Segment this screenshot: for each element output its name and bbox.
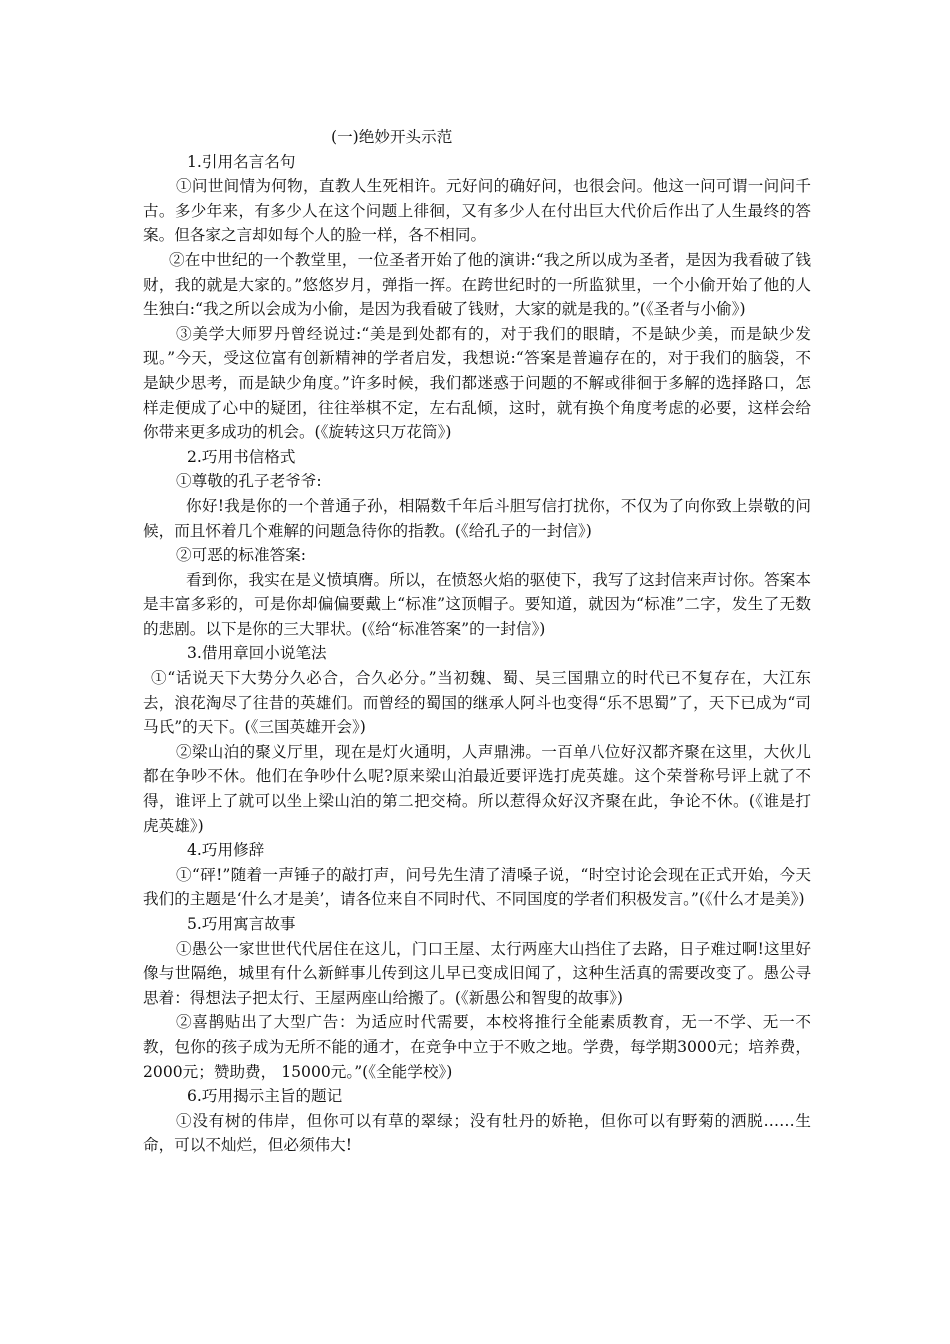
paragraph: ②梁山泊的聚义厅里，现在是灯火通明，人声鼎沸。一百单八位好汉都齐聚在这里，大伙儿都在争吵不休。他们在争吵什么呢?原来梁山泊最近要评选打虎英雄。这个荣誉称号评上就了不得，谁评上了就可以坐上梁山泊的第二把交椅。所以惹得众好汉齐聚在此，争论不休。(《谁是打虎英雄》) — [143, 742, 811, 835]
paragraph: ②喜鹊贴出了大型广告：为适应时代需要，本校将推行全能素质教育，无一不学、无一不教，包你的孩子成为无所不能的通才，在竞争中立于不败之地。学费，每学期3000元；培养费， 2000元；赞助费， 15000元。”(《全能学校》) — [143, 1013, 811, 1081]
document-page — [143, 125, 811, 1158]
section-heading-epigraph: 6.巧用揭示主旨的题记 — [187, 1087, 343, 1106]
paragraph: 你好!我是你的一个普通子孙，相隔数千年后斗胆写信打扰你，不仅为了向你致上崇敬的问候，而且怀着几个难解的问题急待你的指教。(《给孔子的一封信》) — [143, 496, 811, 540]
document-title: (一)绝妙开头示范 — [331, 128, 453, 146]
paragraph: ②在中世纪的一个教堂里，一位圣者开始了他的演讲:“我之所以成为圣者，是因为我看破了钱财，我的就是大家的。”悠悠岁月，弹指一挥。在跨世纪时的一所监狱里，一个小偷开始了他的人生独白:“我之所以会成为小偷，是因为我看破了钱财，大家的就是我的。”(《圣者与小偷》) — [143, 250, 811, 319]
section-heading-quotes: 1.引用名言名句 — [187, 152, 296, 171]
section-heading-novel: 3.借用章回小说笔法 — [187, 644, 327, 663]
paragraph: ②可恶的标准答案: — [176, 546, 307, 565]
paragraph: ①“砰!”随着一声锤子的敲打声，问号先生清了清嗓子说，“时空讨论会现在正式开始，今天我们的主题是‘什么才是美’，请各位来自不同时代、不同国度的学者们积极发言。”(《什么才是美》) — [143, 865, 811, 909]
paragraph: ③美学大师罗丹曾经说过:“美是到处都有的，对于我们的眼睛，不是缺少美，而是缺少发现。”今天，受这位富有创新精神的学者启发，我想说:“答案是普遍存在的，对于我们的脑袋，不是缺少思考，而是缺少角度。”许多时候，我们都迷惑于问题的不解或徘徊于多解的选择路口，怎样走便成了心中的疑团，往往举棋不定，左右乱倾，这时，就有换个角度考虑的必要，这样会给你带来更多成功的机会。(《旋转这只万花筒》) — [143, 324, 811, 442]
paragraph: 看到你，我实在是义愤填膺。所以，在愤怒火焰的驱使下，我写了这封信来声讨你。答案本是丰富多彩的，可是你却偏偏要戴上“标准”这顶帽子。要知道，就因为“标准”二字，发生了无数的悲剧。以下是你的三大罪状。(《给“标准答案”的一封信》) — [143, 570, 811, 638]
paragraph: ①尊敬的孔子老爷爷: — [176, 472, 322, 491]
section-heading-rhetoric: 4.巧用修辞 — [187, 841, 265, 860]
paragraph: ①愚公一家世世代代居住在这儿，门口王屋、太行两座大山挡住了去路，日子难过啊!这里好像与世隔绝，城里有什么新鲜事儿传到这儿早已变成旧闻了，这种生活真的需要改变了。愚公寻思着：得想法子把太行、王屋两座山给搬了。(《新愚公和智叟的故事》) — [143, 939, 811, 1007]
section-heading-letter: 2.巧用书信格式 — [187, 447, 296, 466]
section-heading-fable: 5.巧用寓言故事 — [187, 915, 296, 933]
paragraph: ①“话说天下大势分久必合，合久必分。”当初魏、蜀、吴三国鼎立的时代已不复存在，大江东去，浪花淘尽了往昔的英雄们。而曾经的蜀国的继承人阿斗也变得“乐不思蜀”了，天下已成为“司马氏”的天下。(《三国英雄开会》) — [143, 669, 811, 737]
paragraph: ①没有树的伟岸，但你可以有草的翠绿；没有牡丹的娇艳，但你可以有野菊的洒脱……生命，可以不灿烂，但必须伟大! — [143, 1111, 811, 1155]
paragraph: ①问世间情为何物，直教人生死相许。元好问的确好问，也很会问。他这一问可谓一问问千古。多少年来，有多少人在这个问题上徘徊，又有多少人在付出巨大代价后作出了人生最终的答案。但各家之言却如每个人的脸一样，各不相同。 — [143, 177, 811, 245]
